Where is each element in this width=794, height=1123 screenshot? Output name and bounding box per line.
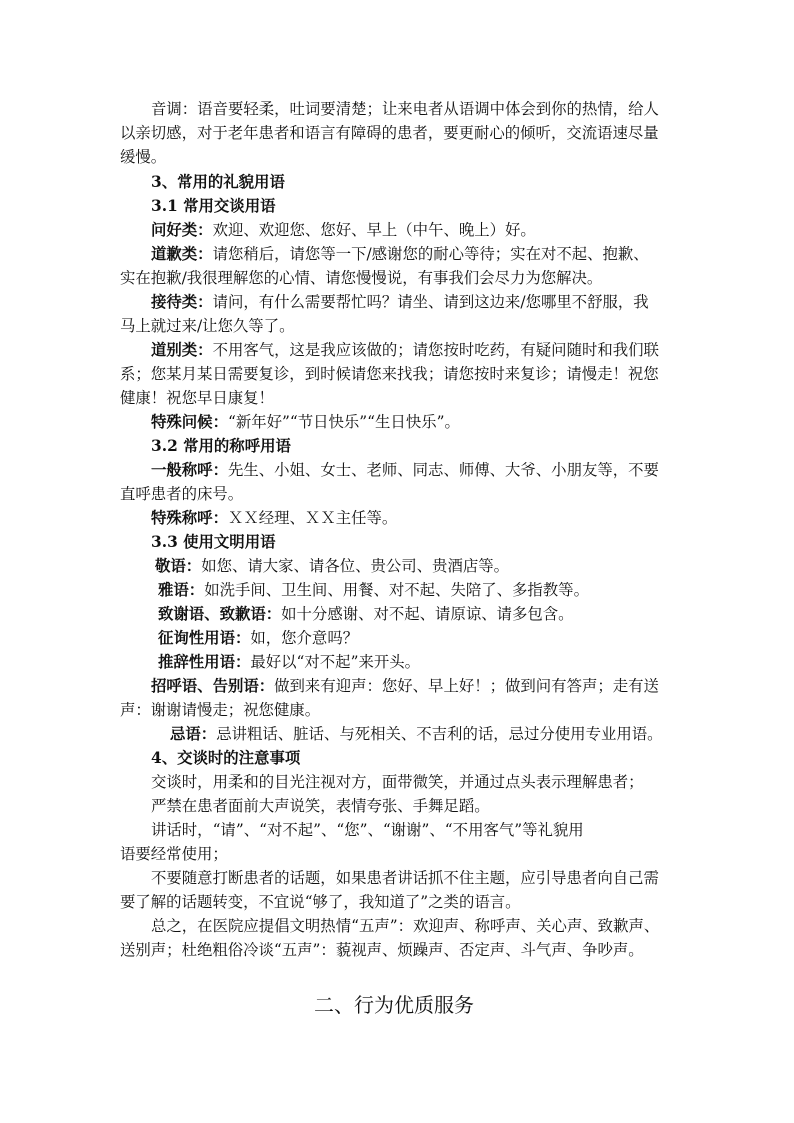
term-text: 最好以“对不起”来开头。 [250,653,421,671]
text-line: 缓慢。 [120,148,167,166]
text-line [158,580,589,600]
text-line [151,676,659,696]
term-text: 不用客气，这是我应该做的；请您按时吃药，有疑问随时和我们联 [212,341,659,359]
text-line [158,604,574,624]
text-line [151,508,397,528]
text-line: 严禁在患者面前大声说笑，表情夸张、手舞足蹈。 [151,797,490,815]
text-line: 实在抱歉/我很理解您的心情、请您慢慢说，有事我们会尽力为您解决。 [120,269,603,287]
term-label: 特殊问候： [151,413,228,431]
text-line [158,628,358,648]
term-label: 问好类： [151,221,213,239]
text-line: 健康！祝您早日康复！ [120,389,274,407]
text-line [170,724,663,744]
text-line: 交谈时，用柔和的目光注视对方，面带微笑，并通过点头表示理解患者； [151,773,644,791]
text-line: 要了解的话题转变，不宜说“够了，我知道了”之类的语言。 [120,893,521,911]
text-line [151,460,659,480]
text-line: 系；您某月某日需要复诊，到时候请您来找我；请您按时来复诊；请慢走！祝您 [120,365,659,383]
term-label: 敬语： [155,557,202,575]
term-label: 征询性用语： [158,629,251,647]
term-label: 道别类： [151,341,213,359]
term-text: 做到来有迎声：您好、早上好！；做到问有答声；走有送 [274,677,659,695]
term-text: 请问，有什么需要帮忙吗？请坐、请到这边来/您哪里不舒服，我 [212,293,649,311]
term-text: 如十分感谢、对不起、请原谅、请多包含。 [281,605,574,623]
text-line [155,556,509,576]
section-title: 二、行为优质服务 [314,993,474,1017]
text-line: 直呼患者的床号。 [120,485,244,503]
text-line: 音调：语音要轻柔，吐词要清楚；让来电者从语调中体会到你的热情，给人 [151,100,659,118]
text-line [151,340,659,360]
term-text: “新年好”“节日快乐”“生日快乐”。 [227,413,460,431]
term-label: 道歉类： [151,245,213,263]
text-line [158,652,420,672]
term-label: 特殊称呼： [151,509,228,527]
subsection-heading: 3.2 常用的称呼用语 [151,437,291,455]
term-label: 招呼语、告别语： [151,677,275,695]
text-line: 总之，在医院应提倡文明热情“五声”：欢迎声、称呼声、关心声、致歉声、 [151,917,660,935]
term-text: 忌讲粗话、脏话、与死相关、不吉利的话，忌过分使用专业用语。 [216,725,663,743]
subsection-heading: 3、常用的礼貌用语 [151,173,285,191]
term-text: 请您稍后，请您等一下/感谢您的耐心等待；实在对不起、抱歉、 [212,245,649,263]
term-label: 一般称呼： [151,461,228,479]
text-line: 声：谢谢请慢走；祝您健康。 [120,701,321,719]
term-text: 先生、小姐、女士、老师、同志、师傅、大爷、小朋友等，不要 [227,461,659,479]
term-text: 如，您介意吗？ [250,629,359,647]
subsection-heading: 3.1 常用交谈用语 [151,197,276,215]
term-label: 推辞性用语： [158,653,251,671]
term-label: 接待类： [151,293,213,311]
subsection-heading: 3.3 使用文明用语 [151,533,276,551]
text-line [151,292,649,312]
text-line: 马上就过来/让您久等了。 [120,317,295,335]
term-text: 如洗手间、卫生间、用餐、对不起、失陪了、多指教等。 [204,581,589,599]
text-line [151,244,649,264]
text-line: 讲话时，“请”、“对不起”、“您”、“谢谢”、“不用客气”等礼貌用 [151,821,584,839]
term-label: 忌语： [170,725,217,743]
text-line: 不要随意打断患者的话题，如果患者讲话抓不住主题，应引导患者向自己需 [151,869,659,887]
term-text: 欢迎、欢迎您、您好、早上（中午、晚上）好。 [212,221,536,239]
text-line: 以亲切感，对于老年患者和语言有障碍的患者，要更耐心的倾听，交流语速尽量 [120,124,659,142]
term-label: 致谢语、致歉语： [158,605,282,623]
text-line [151,220,536,240]
text-line: 语要经常使用； [120,845,228,863]
term-label: 雅语： [158,581,205,599]
subsection-heading: 4、交谈时的注意事项 [151,749,301,767]
text-line [151,412,460,432]
text-line: 送别声；杜绝粗俗冷谈“五声”：藐视声、烦躁声、否定声、斗气声、争吵声。 [120,941,644,959]
term-text: ＸＸ经理、ＸＸ主任等。 [227,509,398,527]
term-text: 如您、请大家、请各位、贵公司、贵酒店等。 [201,557,510,575]
